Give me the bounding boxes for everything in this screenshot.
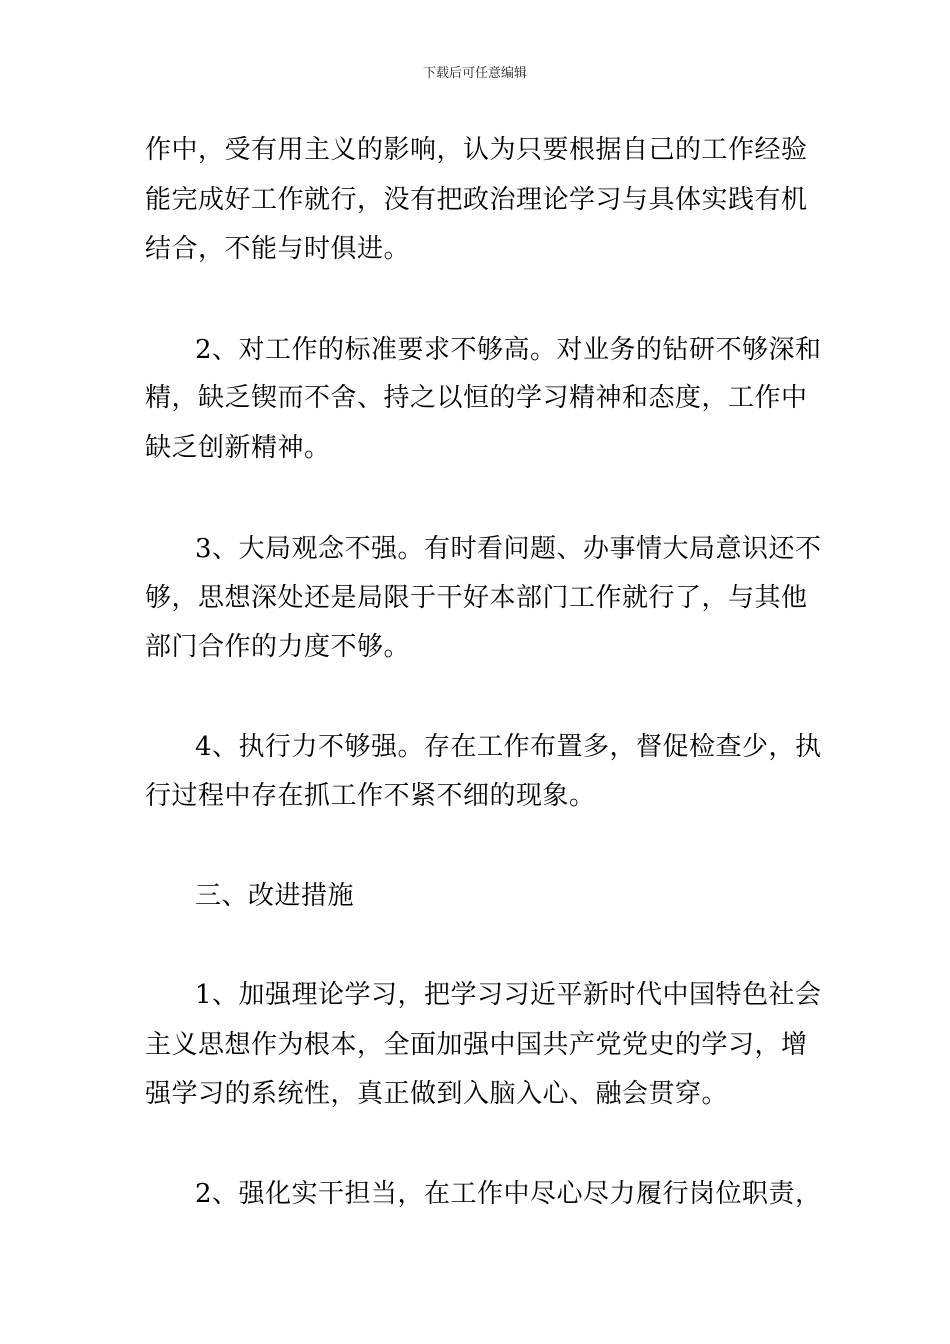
section-heading: 三、改进措施 [195, 881, 355, 911]
text-line: 1、加强理论学习，把学习习近平新时代中国特色社会 [195, 980, 822, 1010]
text-line: 能完成好工作就行，没有把政治理论学习与具体实践有机 [145, 185, 808, 215]
text-line: 主义思想作为根本，全面加强中国共产党党史的学习，增 [145, 1030, 808, 1060]
text-line: 2、强化实干担当，在工作中尽心尽力履行岗位职责， [195, 1179, 822, 1209]
text-line: 缺乏创新精神。 [145, 433, 331, 463]
text-line: 作中，受有用主义的影响，认为只要根据自己的工作经验 [145, 135, 808, 165]
text-line: 4、执行力不够强。存在工作布置多，督促检查少，执 [195, 732, 822, 762]
text-line: 部门合作的力度不够。 [145, 632, 411, 662]
text-line: 2、对工作的标准要求不够高。对业务的钻研不够深和 [195, 335, 822, 365]
text-line: 精，缺乏锲而不舍、持之以恒的学习精神和态度，工作中 [145, 383, 808, 413]
text-line: 够，思想深处还是局限于干好本部门工作就行了，与其他 [145, 583, 808, 613]
text-line: 结合，不能与时俱进。 [145, 234, 411, 264]
page-header: 下载后可任意编辑 [422, 66, 527, 81]
text-line: 强学习的系统性，真正做到入脑入心、融会贯穿。 [145, 1079, 729, 1109]
text-line: 3、大局观念不强。有时看问题、办事情大局意识还不 [195, 534, 822, 564]
text-line: 行过程中存在抓工作不紧不细的现象。 [145, 781, 596, 811]
